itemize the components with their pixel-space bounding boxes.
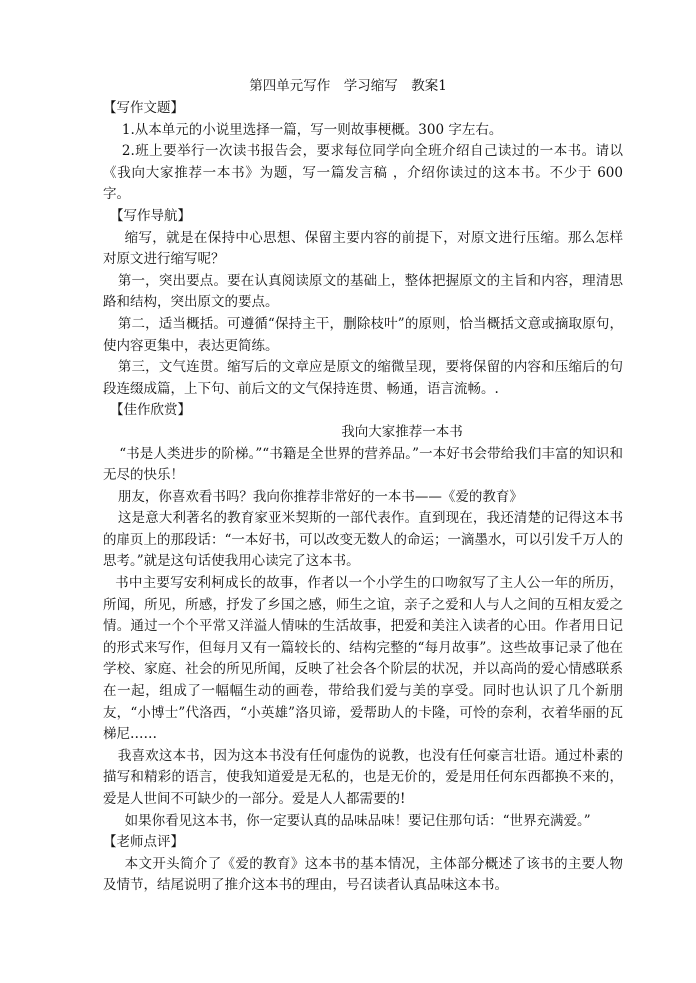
teacher-comment: 本文开头简介了《爱的教育》这本书的基本情况，主体部分概述了该书的主要人物及情节，结尾说明了推介这本书的理由，号召读者认真品味这本书。 xyxy=(103,855,623,894)
writing-guide-heading: 【写作导航】 xyxy=(110,207,191,224)
essay-paragraph-4: 书中主要写安利柯成长的故事，作者以一个小学生的口吻叙写了主人公一年的所历，所闻，所见，所感，抒发了乡国之感，师生之谊，亲子之爱和人与人之间的互相友爱之情。通过一个个平常又洋溢人情味的生活故事，把爱和美注入读者的心田。作者用日记的形式来写作，但每月又有一篇较长的、结构完整的“每月故事”。这些故事记录了他在学校、家庭、社会的所见所闻，反映了社会各个阶层的状况，并以高尚的爱心情感联系在一起，组成了一幅幅生动的画卷，带给我们爱与美的享受。同时也认识了几个新朋友，“小博士”代洛西，“小英雄”洛贝谛，爱帮助人的卡隆，可怜的奈利，衣着华丽的瓦梯尼…… xyxy=(103,575,623,743)
sample-essay-heading: 【佳作欣赏】 xyxy=(110,402,191,419)
writing-guide-point-1: 第一，突出要点。要在认真阅读原文的基础上，整体把握原文的主旨和内容，理清思路和结构，突出原文的要点。 xyxy=(103,272,623,311)
essay-paragraph-3: 这是意大利著名的教育家亚米契斯的一部代表作。直到现在，我还清楚的记得这本书的扉页上的那段话：“一本好书，可以改变无数人的命运；一滴墨水，可以引发千万人的思考。”就是这句话使我用心读完了这本书。 xyxy=(103,510,623,570)
essay-paragraph-2: 朋友，你喜欢看书吗？我向你推荐非常好的一本书——《爱的教育》 xyxy=(117,488,523,505)
document-body xyxy=(103,98,623,897)
writing-guide-point-3: 第三，文气连贯。缩写后的文章应是原文的缩微呈现，要将保留的内容和压缩后的句段连缀成篇，上下句、前后文的文气保持连贯、畅通，语言流畅。. xyxy=(103,359,623,397)
writing-topic-2: 2.班上要举行一次读书报告会，要求每位同学向全班介绍自己读过的一本书。请以《我向大家推荐一本书》为题，写一篇发言稿 ，介绍你读过的这本书。不少于 600 字。 xyxy=(103,143,623,203)
document-title: 第四单元写作 学习缩写 教案1 xyxy=(249,78,447,94)
writing-topic-heading: 【写作文题】 xyxy=(103,100,184,116)
essay-paragraph-5: 我喜欢这本书，因为这本书没有任何虚伪的说教，也没有任何豪言壮语。通过朴素的描写和精彩的语言，使我知道爱是无私的，也是无价的，爱是用任何东西都换不来的，爱是人世间不可缺少的一部分。爱是人人都需要的! xyxy=(103,747,623,807)
writing-topic-1: 1.从本单元的小说里选择一篇，写一则故事梗概。300 字左右。 xyxy=(121,121,503,138)
sample-essay-title: 我向大家推荐一本书 xyxy=(341,423,463,440)
essay-paragraph-1: “书是人类进步的阶梯。”“书籍是全世界的营养品。”一本好书会带给我们丰富的知识和无尽的快乐！ xyxy=(103,445,623,484)
writing-guide-point-2: 第二，适当概括。可遵循“保持主干，删除枝叶”的原则，恰当概括文意或摘取原句，使内容更集中，表达更简练。 xyxy=(103,315,623,354)
essay-paragraph-6: 如果你看见这本书，你一定要认真的品味品味！要记住那句话：“世界充满爱。” xyxy=(124,812,591,829)
writing-guide-intro: 缩写，就是在保持中心思想、保留主要内容的前提下，对原文进行压缩。那么怎样对原文进行缩写呢？ xyxy=(103,229,623,268)
teacher-comment-heading: 【老师点评】 xyxy=(103,834,184,851)
